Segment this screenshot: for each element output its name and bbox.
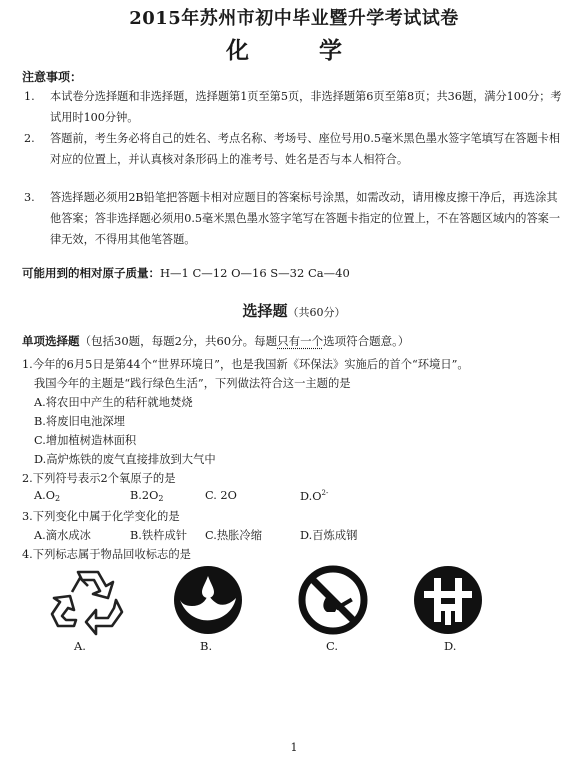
note-item <box>24 86 562 128</box>
notes-heading: 注意事项： <box>22 70 83 84</box>
q1-option-d: D.高炉炼铁的废气直接排放到大气中 <box>34 453 216 466</box>
question-rule-end: 选项符合题意。） <box>323 334 410 348</box>
q2-option-d: $D.O^{2-}$ <box>300 489 329 503</box>
question-rule: （包括30题，每题2分，共60分。每题 <box>79 334 278 348</box>
section-name: 选择题 <box>242 302 288 320</box>
q1-stem-cont: 我国今年的主题是“践行绿色生活”，下列做法符合这一主题的是 <box>34 377 351 390</box>
question-type: 单项选择题 <box>22 334 80 348</box>
q3-option-d: D.百炼成钢 <box>300 529 358 542</box>
q1-option-b: B.将废旧电池深埋 <box>34 415 125 428</box>
q1-option-c: C.增加植树造林面积 <box>34 434 137 447</box>
note-text: 答选择题必须用2B铅笔把答题卡相对应题目的答案标号涂黑，如需改动，请用橡皮擦干净后，再选涂其他答案；答非选择题必须用0.5毫米黑色墨水签字笔写在答题卡指定的位置上，不在答题区域内的答案一律无效，不得用其他笔答题。 <box>50 191 561 246</box>
q4-option-c-label: C. <box>326 639 339 653</box>
q1-option-a: A.将农田中产生的秸秆就地焚烧 <box>34 396 193 409</box>
q4-option-d-label: D. <box>444 639 457 653</box>
section-score: （共60分） <box>287 306 346 319</box>
atomic-masses-label: 可能用到的相对原子质量： <box>22 266 160 280</box>
q2-option-b: $B.2O_2$ <box>130 489 164 503</box>
question-header <box>22 333 409 349</box>
q4-option-a-label: A. <box>74 639 86 653</box>
q2-option-a: $A.O_2$ <box>34 489 61 503</box>
water-drop-icon <box>172 564 244 636</box>
atomic-masses <box>22 265 350 281</box>
vertical-symbol-icon <box>412 564 484 636</box>
note-number: 3. <box>24 191 35 204</box>
page-number: 1 <box>290 741 298 754</box>
subject-title: 化 学 <box>225 37 362 64</box>
q3-option-c: C.热胀冷缩 <box>205 529 263 542</box>
q4-option-b-label: B. <box>200 639 213 653</box>
emphasis-text: 只有一个 <box>277 334 324 348</box>
no-fire-icon <box>297 564 369 636</box>
note-number: 1. <box>24 90 35 103</box>
section-title <box>0 300 588 321</box>
q3-option-a: A.滴水成冰 <box>34 529 91 542</box>
q4-stem: 4.下列标志属于物品回收标志的是 <box>22 548 191 561</box>
recycle-icon <box>50 564 126 636</box>
note-item <box>24 128 562 170</box>
note-text: 本试卷分选择题和非选择题，选择题第1页至第5页，非选择题第6页至第8页；共36题，满分100分；考试用时100分钟。 <box>50 90 562 124</box>
atomic-masses-values: H—1 C—12 O—16 S—32 Ca—40 <box>160 266 350 280</box>
note-text: 答题前，考生务必将自己的姓名、考点名称、考场号、座位号用0.5毫米黑色墨水签字笔填写在答题卡相对应的位置上，并认真核对条形码上的准考号、姓名是否与本人相符合。 <box>50 132 561 166</box>
q3-option-b: B.铁杵成针 <box>130 529 188 542</box>
note-number: 2. <box>24 132 35 145</box>
q2-stem: 2.下列符号表示2个氧原子的是 <box>22 472 176 485</box>
exam-title: 2015年苏州市初中毕业暨升学考试试卷 <box>129 8 459 29</box>
note-item <box>24 187 562 250</box>
q3-stem: 3.下列变化中属于化学变化的是 <box>22 510 180 523</box>
q1-stem: 1.今年的6月5日是第44个“世界环境日”，也是我国新《环保法》实施后的首个“环境日”。 <box>22 358 469 371</box>
q2-option-c: C. 2O <box>205 489 237 502</box>
